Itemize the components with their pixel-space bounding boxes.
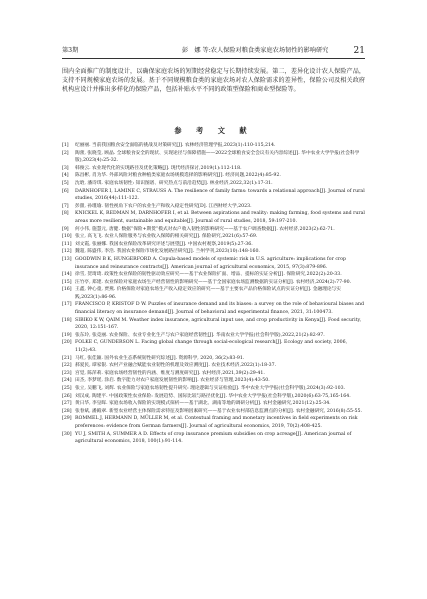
reference-text: 田杰, 李梦瑶, 涂启. 数字能力对农户家庭发展韧性的影响[J]. 农业经济与管理,2023(4):43-50. (75, 378, 270, 384)
reference-text: 纪丽丽. 当前我国粮食安全面临的挑战及对策研究[J]. 农林经济管理学报,2023(1):110-115,214. (75, 143, 276, 148)
reference-text: GOODWIN B K, HUNGERFORD A. Copula-based models of systemic risk in U.S. agriculture: implications for crop insurance and reinsurance contracts[J]. American journal of agricultural economics, 2015, 97(3):879-896. (75, 256, 347, 270)
reference-item (62, 362, 365, 370)
reference-number: [19] (62, 332, 72, 338)
reference-number: [9] (62, 226, 69, 232)
page-number: 21 (353, 46, 365, 56)
reference-item (62, 339, 365, 354)
reference-number: [15] (62, 279, 72, 285)
reference-item (62, 210, 365, 225)
reference-text: 张立, 吴鹏飞, 刘辉. 农业保险与家庭农场韧性提升研究: 理论逻辑与实证检验[J]. 华中农业大学学报(社会科学版),2024(3):92-103. (75, 386, 346, 391)
reference-item (62, 377, 365, 385)
reference-item (62, 385, 365, 393)
reference-number: [5] (62, 180, 69, 186)
reference-item (62, 256, 365, 271)
reference-item (62, 355, 365, 363)
reference-item (62, 203, 365, 211)
reference-text: 张春斌, 潘殿翠. 新型农业经营主体保险需求特征及影响因素研究——基于农业农村部信息监测点的分析[J]. 农村金融研究, 2016(8):55-55. (75, 408, 362, 414)
reference-text: 刘汉成, 陶建平. 中国政策性农业保险: 发展趋势、国际比较与路径优化[J]. 华中农业大学学报(社会科学版),2020(6):63-75,165-164. (75, 393, 351, 399)
reference-text: 陶蕾, 张晓莹, 顾晶. 全球粮食安全的现状、实现途径与保障措施——2022全球粮食安全会议有关内容综述[J]. 华中农业大学学报(社会科学版),2023(4):25-32. (75, 150, 360, 164)
reference-item (62, 233, 365, 241)
reference-number: [29] (62, 416, 72, 422)
reference-number: [22] (62, 363, 72, 369)
reference-number: [8] (62, 211, 69, 217)
reference-text: YU J, SMITH A, SUMMER A D. Effects of crop insurance premium subsidies on crop acreage[J]. American journal of agricultural economics, 2018, 100(1):91-114. (75, 431, 352, 445)
reference-number: [14] (62, 272, 72, 278)
reference-number: [30] (62, 431, 72, 437)
reference-item (62, 180, 365, 188)
reference-number: [16] (62, 287, 72, 293)
page-header (62, 44, 365, 58)
reference-item (62, 248, 365, 256)
reference-number: [18] (62, 317, 72, 323)
reference-item (62, 226, 365, 234)
reference-text: SIBIKO K W, QAIM M. Weather index insurance, agricultural input use, and crop productivity in Kenya[J]. Food security, 2020, 12:151-167. (75, 317, 362, 331)
reference-number: [10] (62, 234, 72, 240)
reference-number: [24] (62, 378, 72, 384)
reference-text: 魏超, 陈盛伟, 李浩. 我国农业保险市场化发展路径研究[J]. 兰州学刊,2023(10):148-160. (75, 249, 260, 255)
reference-item (62, 286, 365, 301)
reference-text: 张东玲, 张竞丽. 农业保险、农业专业化生产与农户家庭经营韧性[J]. 华南农业大学学报(社会科学版),2022,21(2):82-97. (75, 332, 325, 338)
reference-text: FOLKE C, GUNDERSON L. Facing global change through social-ecological research[J]. Ecology and society, 2006, 11(2):43. (75, 340, 348, 354)
reference-item (62, 271, 365, 279)
reference-item (62, 408, 365, 416)
reference-item (62, 317, 365, 332)
reference-number: [20] (62, 340, 72, 346)
reference-number: [2] (62, 150, 69, 156)
reference-number: [23] (62, 370, 72, 376)
reference-text: 沈晗, 潘诗琪. 家庭农场韧性: 知识图谱、研究热点与前沿趋势[J]. 林业经济,2022,32(1):17-31. (75, 180, 273, 186)
reference-item (62, 165, 365, 173)
reference-item (62, 431, 365, 446)
reference-text: 何小伟, 施慧元, 唐健. 数据“保险+期货”模式对农户收入韧性的影响研究——基于农户调查数据[J]. 农村经济,2023(2):62-71. (75, 226, 335, 232)
reference-item (62, 400, 365, 408)
reference-number: [12] (62, 249, 72, 255)
reference-item (62, 332, 365, 340)
reference-number: [28] (62, 408, 72, 414)
body-paragraph: 围内全面推广的制度设计，以确保家庭农场的短期经营稳定与长期持续发展。第二，差异化设计农人保险产品，支持不同规模家庭农场的发展。基于不同规模粮食类的家庭农场对农人保险需求的差异性，保险公司及相关政府机构应设计并推出多样化的保险产品，包括补贴水平不同的政策型保险和商业型保险等。 (62, 68, 365, 94)
reference-number: [26] (62, 393, 72, 399)
reference-item (62, 393, 365, 401)
reference-text: KNICKEL K, REDMAN M, DARNHOFER I, et al. Between aspirations and reality: making farming, food systems and rural areas more resilient, sustainable and equitable[J]. Journal of rural studies, 2018, 59:197-210. (75, 211, 365, 224)
reference-text: 彭甜, 孙瑾瑜. 韧性视角下农户的农业生产和收入稳定性研究[D]. 江西财经大学,2023. (75, 203, 252, 209)
reference-text: 郝爱民, 谭家银. 农村产业融合赋能农业韧性的机理及效应测度[J]. 农业技术经济,2022(1):18-37. (75, 363, 277, 369)
reference-number: [27] (62, 401, 72, 407)
reference-text: 徐雪, 贺琦琦. 政策性农业保险的韧性驱动效应研究——基于农业保险扩面、增品、提标的实证分析[J]. 保险研究,2022(2):20-33. (75, 272, 342, 278)
reference-item (62, 142, 365, 150)
reference-item (62, 172, 365, 180)
reference-item (62, 279, 365, 287)
reference-text: 张立, 高飞飞. 农业人保险服务与农业收入保障的相关研究[J]. 保险研究,2021(6):57-69. (75, 234, 258, 240)
reference-number: [6] (62, 188, 69, 194)
reference-text: 陈昌彬, 肖为华. 外部风险对粮食种植类家庭农场规模选择的影响研究[J]. 经济问题,2022(4):85-92. (75, 173, 281, 179)
reference-text: ROMMEL J, HERMANN D, MÜLLER M, et al. Contextual framing and monetary incentives in field experiments on risk preferences: evidence from German farmers[J]. Journal of agricultural economics, 2019, 70(2):408-425. (75, 416, 358, 429)
reference-number: [3] (62, 165, 69, 171)
reference-item (62, 188, 365, 203)
reference-text: 王鑫, 钟心童, 贾燕. 价格保险对家庭农场生产收入稳定效应的研究——基于主要农产品价格保险试点的实证分析[J]. 金融理论与实践,2023(1):86-96. (75, 287, 341, 300)
reference-text: 马红, 张佳颖. 国外农业生态系统韧性研究综述[J]. 资源科学, 2020, 36(2):83-91. (75, 355, 245, 361)
reference-item (62, 415, 365, 430)
reference-number: [1] (62, 143, 69, 148)
reference-text: 韩俊云. 农业现代化的实现路径及优化策略[J]. 现代经济探讨,2019(1):112-118. (75, 165, 242, 171)
reference-number: [25] (62, 386, 72, 391)
reference-number: [21] (62, 355, 72, 361)
reference-number: [11] (62, 241, 72, 247)
reference-item (62, 150, 365, 165)
reference-number: [13] (62, 256, 72, 262)
reference-text: DARNHOFER I, LAMINE C, STRAUSS A. The resilience of family farms: towards a relational approach[J]. Journal of rural studies, 2016(44):111-122. (75, 188, 365, 202)
reference-text: 刘文霞, 张丽娜. 我国农业保险改革研究评述与展望[J]. 中国农村观察,2019(5):27-36. (75, 241, 253, 247)
header-rule (62, 58, 365, 59)
reference-text: 汪竹亭, 郑建. 农业保险对家庭农场生产经营韧性的影响研究——基于全国家庭农场监测数据的实证分析[J]. 农村经济,2024(2):77-90. (75, 279, 352, 285)
reference-item (62, 241, 365, 249)
running-title: 彭 娜 等:农人保险对粮食类家庭农场韧性的影响研究 (182, 47, 329, 54)
references-list (62, 142, 365, 446)
reference-number: [7] (62, 203, 69, 209)
reference-text: 黄日华, 李皇晖. 家庭农场收入保险的实现模式探析——基于湖北、湖南等地的调研分析[J]. 农村金融研究,2021(12):25-34. (75, 401, 331, 407)
references-heading: 参 考 文 献 (174, 126, 253, 135)
reference-number: [4] (62, 173, 69, 179)
reference-number: [17] (62, 302, 72, 308)
issue-number: 第3期 (62, 47, 79, 54)
reference-item (62, 370, 365, 378)
reference-text: 宫觉, 陈萍莉. 家庭农场经营韧性的内涵、维度与测度研究[J]. 农村经济,2021,39(2):29-41. (75, 370, 265, 376)
reference-item (62, 301, 365, 316)
reference-text: FRANCISCO P, KRISTOF D W. Puzzles of insurance demand and its biases: a survey on the role of behavioural biases and financial literacy on insurance demand[J]. Journal of behavioral and experimental finance, 2021, 31:100473. (75, 302, 364, 316)
